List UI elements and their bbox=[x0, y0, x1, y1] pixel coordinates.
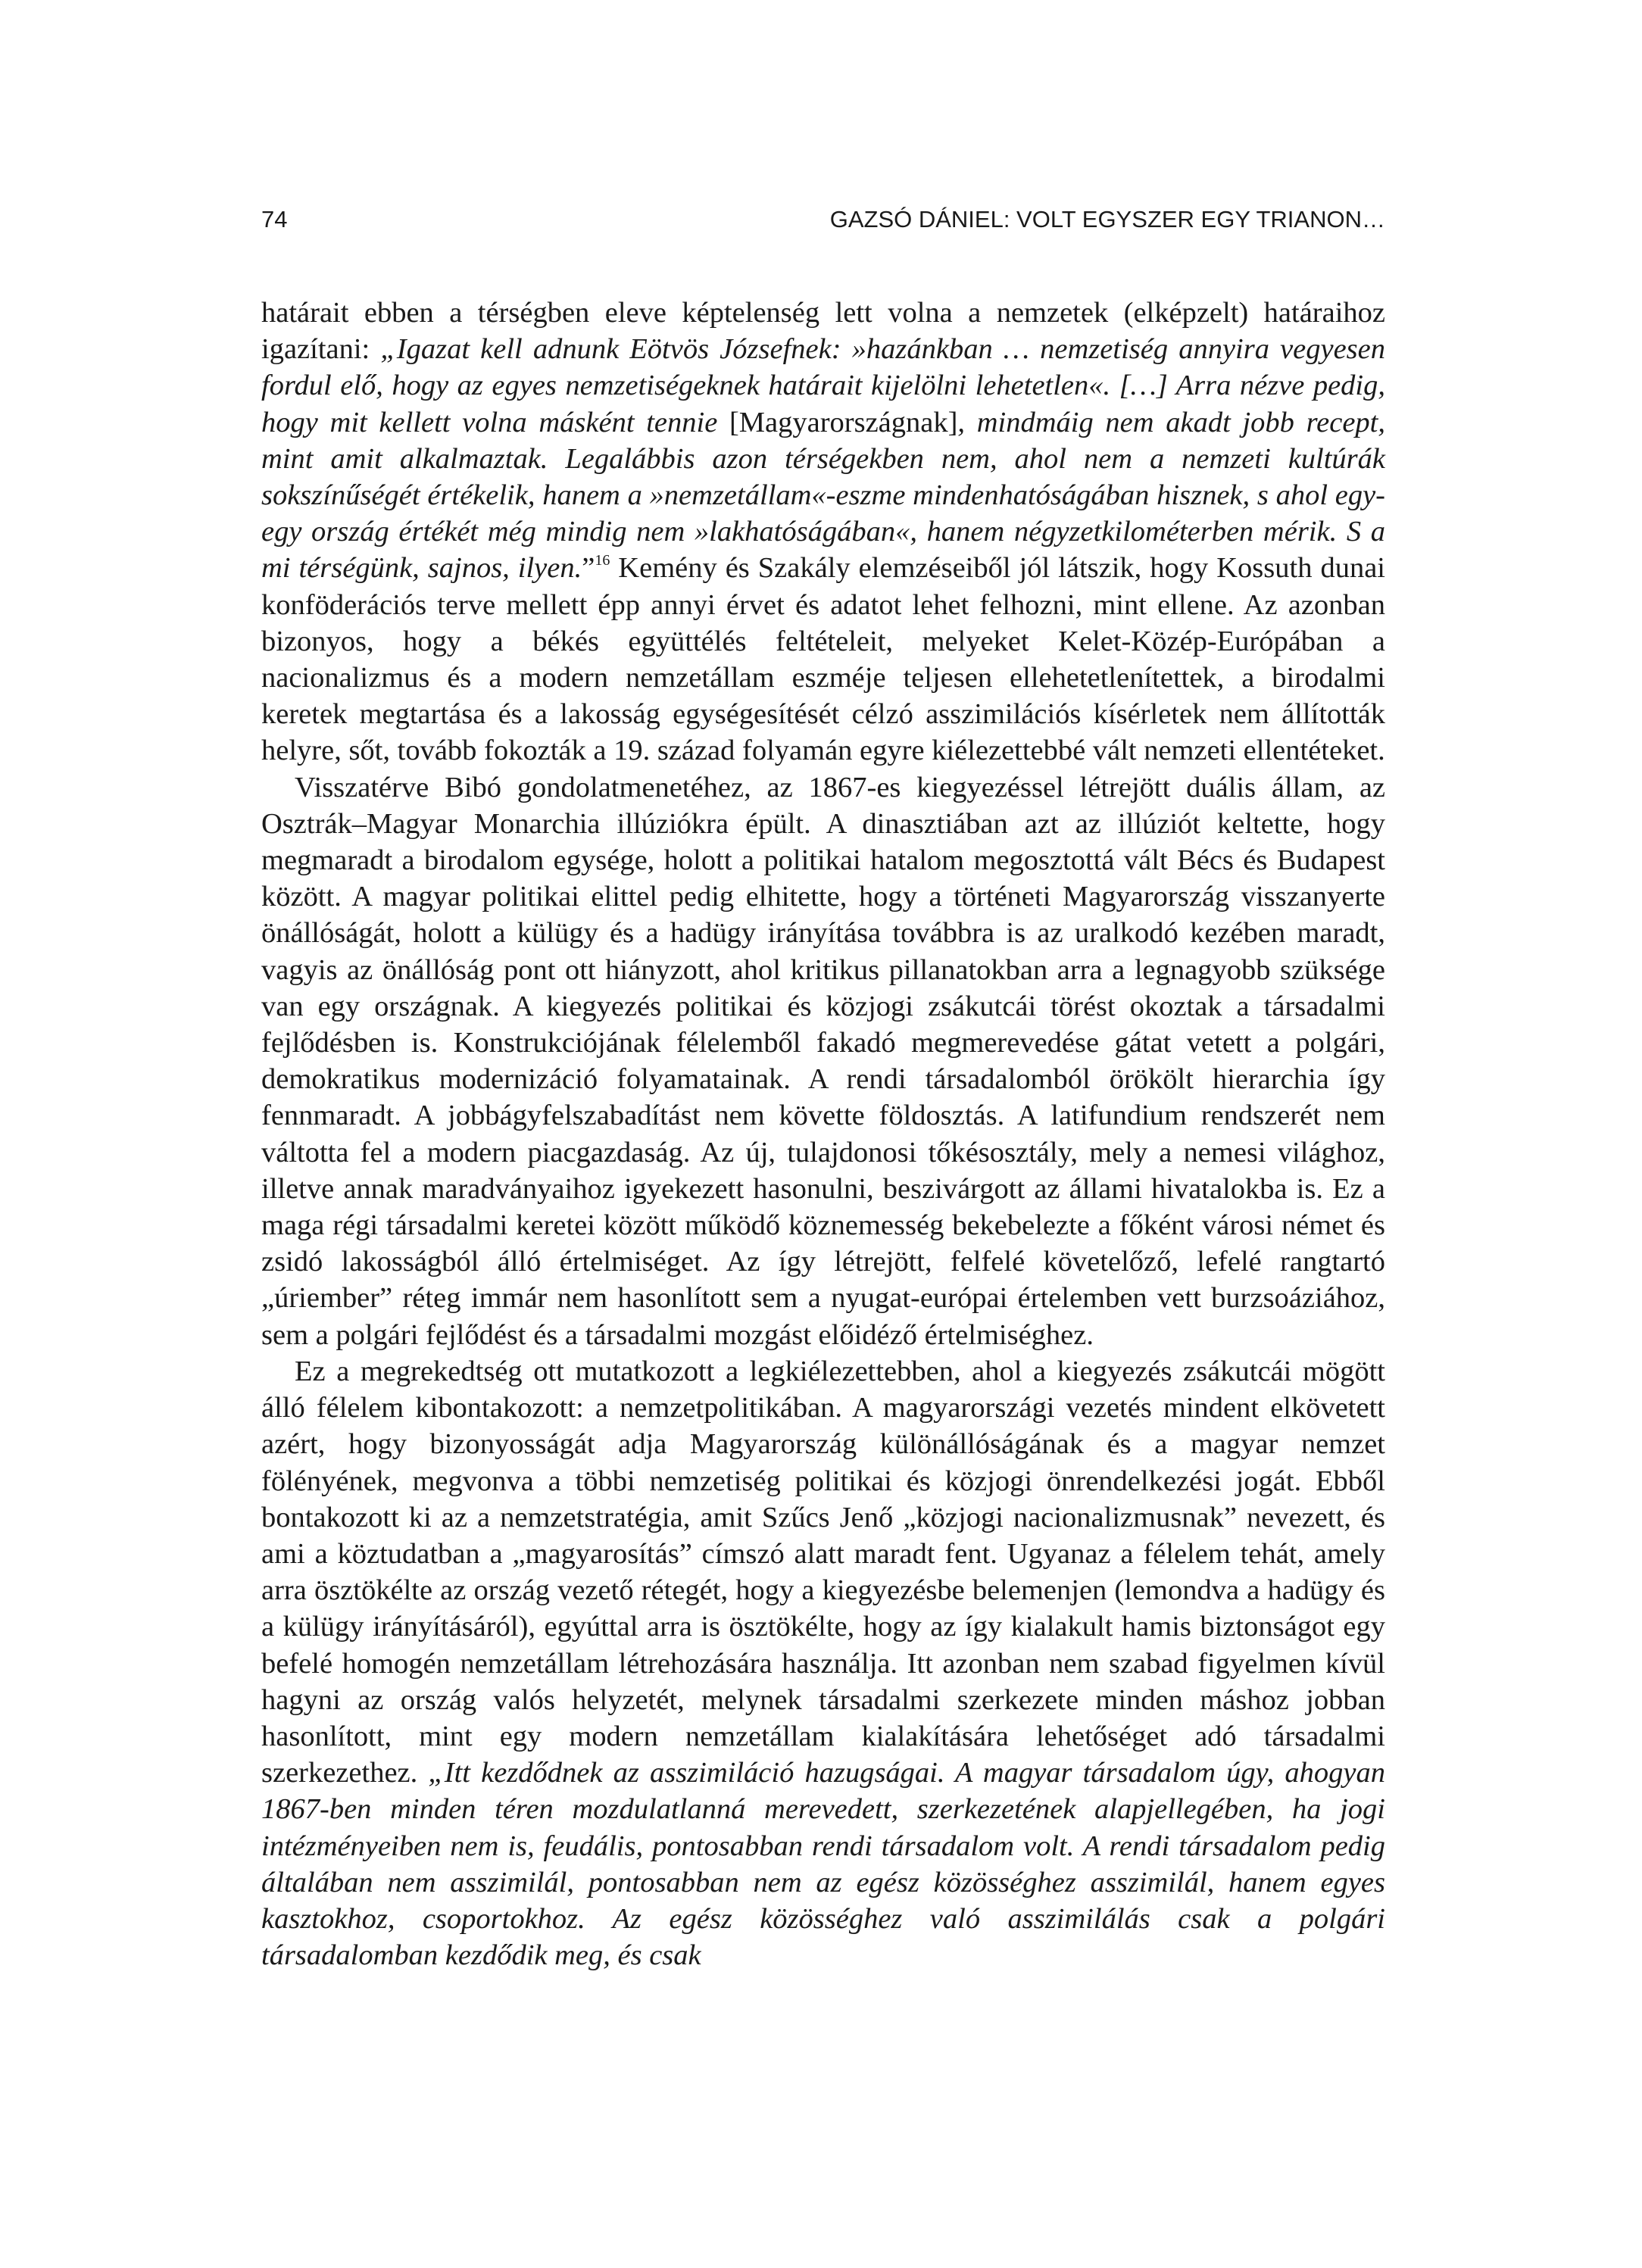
paragraph-2: Visszatérve Bibó gondolatmenetéhez, az 1867-es kiegyezéssel létrejött duális állam, az Osztrák–Magyar Monarchia illúziókra épült. A dinasztiában azt az illúziót keltette, hogy megmaradt a birodalom egysége, holott a politikai hatalom megosztottá vált Bécs és Budapest között. A magyar politikai elittel pedig elhitette, hogy a történeti Magyarország visszanyerte önállóságát, holott a külügy és a hadügy irányítása továbbra is az uralkodó kezében maradt, vagyis az önállóság pont ott hiányzott, ahol kritikus pillanatokban arra a legnagyobb szüksége van egy országnak. A kiegyezés politikai és közjogi zsákutcái törést okoztak a társadalmi fejlődésben is. Konstrukciójának félelemből fakadó megmerevedése gátat vetett a polgári, demokratikus modernizáció folyamatainak. A rendi társadalomból örökölt hierarchia így fennmaradt. A jobbágyfelszabadítást nem követte földosztás. A latifundium rendszerét nem váltotta fel a modern piacgazdaság. Az új, tulajdonosi tőkésosztály, mely a nemesi világhoz, illetve annak maradványaihoz igyekezett hasonulni, beszivárgott az állami hivatalokba is. Ez a maga régi társadalmi keretei között működő köznemesség bekebelezte a főként városi német és zsidó lakosságból álló értelmiséget. Az így létrejött, felfelé követelőző, lefelé rangtartó „úriember” réteg immár nem hasonlított sem a nyugat-európai értelemben vett burzsoáziához, sem a polgári fejlődést és a társadalmi mozgást előidéző értelmiséghez. bbox=[261, 771, 1385, 1351]
paragraph-3-text: Ez a megrekedtség ott mutatkozott a legkiélezettebben, ahol a kiegyezés zsákutcái mögött álló félelem kibontakozott: a nemzetpolitikában. A magyarországi vezetés mindent elkövetett azért, hogy bizonyosságát adja Magyarország különállóságának és a magyar nemzet fölényének, megvonva a többi nemzetiség politikai és közjogi önrendelkezési jogát. Ebből bontakozott ki az a nemzetstratégia, amit Szűcs Jenő „közjogi nacionalizmusnak” nevezett, és ami a köztudatban a „magyarosítás” címszó alatt maradt fent. Ugyanaz a félelem tehát, amely arra ösztökélte az ország vezető rétegét, hogy a kiegyezésbe belemenjen (lemondva a hadügy és a külügy irányításáról), egyúttal arra is ösztökélte, hogy az így kialakult hamis biztonságot egy befelé homogén nemzetállam létrehozására használja. Itt azonban nem szabad figyelmen kívül hagyni az ország valós helyzetét, melynek társadalmi szerkezete minden máshoz jobban hasonlított, mint egy modern nemzetállam kialakítására lehetőséget adó társadalmi szerkezethez. bbox=[261, 1355, 1385, 1789]
quote-bibo-1-cont: , mindmáig nem akadt jobb recept, mint amit alkalmaztak. Legalábbis azon térségekben nem, ahol nem a nemzeti kultúrák sokszínűségét értékelik, hanem a »nemzetállam«-eszme mindenhatóságában hisznek, s ahol egy-egy ország értékét még mindig nem »lakhatóságában«, hanem négyzetkilométerben mérik. S a mi térségünk, sajnos, ilyen. bbox=[261, 406, 1385, 585]
editorial-insertion: [Magyarországnak] bbox=[729, 406, 958, 438]
paragraph-1-text: határait ebben a térségben eleve képtelenség lett volna a nemzetek (elképzelt) határaihoz igazítani: bbox=[261, 297, 1385, 366]
page-number: 74 bbox=[261, 206, 288, 232]
quote-bibo-1: „Igazat kell adnunk Eötvös Józsefnek: »hazánkban … nemzetiség annyira vegyesen fordul elő, hogy az egyes nemzetiségeknek határait kijelölni lehetetlen«. […] Arra nézve pedig, hogy mit kellett volna másként tennie bbox=[261, 333, 1385, 438]
body-text bbox=[261, 295, 1385, 1973]
closing-quote-mark: ” bbox=[582, 552, 595, 585]
paragraph-3 bbox=[261, 1353, 1385, 1973]
footnote-ref-16[interactable]: 16 bbox=[595, 552, 610, 569]
running-head-title: GAZSÓ DÁNIEL: VOLT EGYSZER EGY TRIANON… bbox=[829, 206, 1385, 232]
paragraph-1-text-cont: Kemény és Szakály elemzéseiből jól látszik, hogy Kossuth dunai konföderációs terve mellett épp annyi érvet és adatot lehet felhozni, mint ellene. Az azonban bizonyos, hogy a békés együttélés feltételeit, melyeket Kelet-Közép-Európában a nacionalizmus és a modern nemzetállam eszméje teljesen ellehetetlenítettek, a birodalmi keretek megtartása és a lakosság egységesítését célzó asszimilációs kísérletek nem állították helyre, sőt, tovább fokozták a 19. század folyamán egyre kiélezettebbé vált nemzeti ellentéteket. bbox=[261, 552, 1385, 767]
paragraph-1 bbox=[261, 295, 1385, 769]
quote-bibo-2: „Itt kezdődnek az asszimiláció hazugságai. A magyar társadalom úgy, ahogyan 1867-ben minden téren mozdulatlanná merevedett, szerkezetének alapjellegében, ha jogi intézményeiben nem is, feudális, pontosabban rendi társadalom volt. A rendi társadalom pedig általában nem asszimilál, pontosabban nem az egész közösséghez asszimilál, hanem egyes kasztokhoz, csoportokhoz. Az egész közösséghez való asszimilálás csak a polgári társadalomban kezdődik meg, és csak bbox=[261, 1757, 1385, 1972]
